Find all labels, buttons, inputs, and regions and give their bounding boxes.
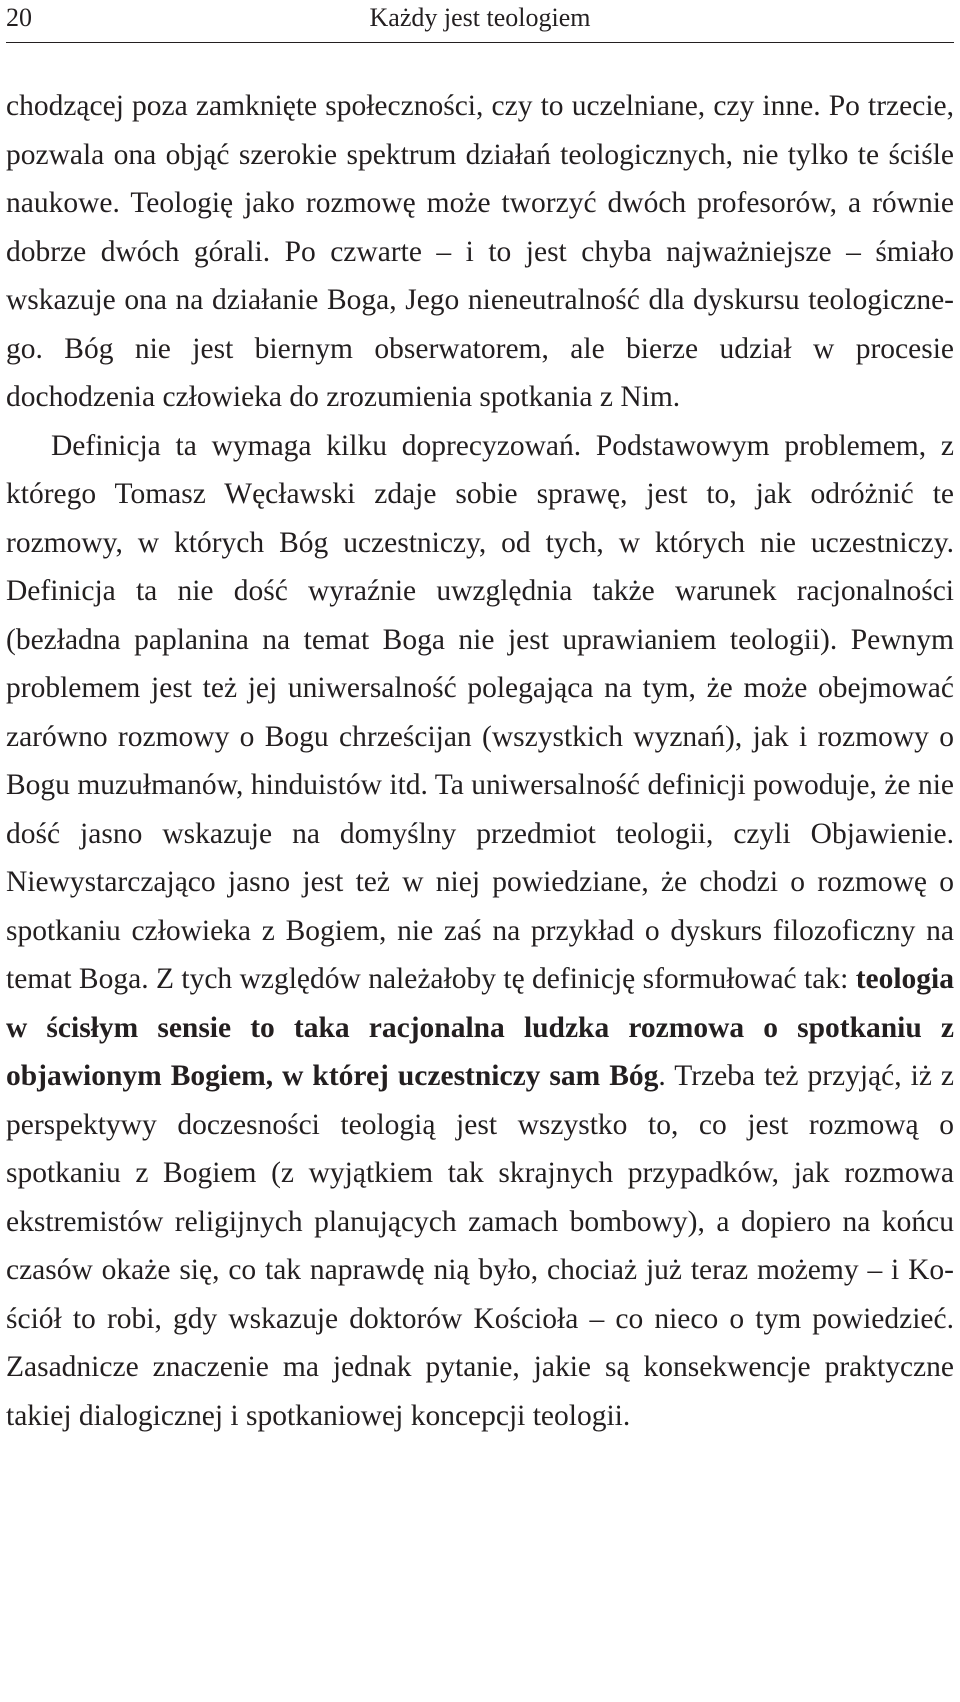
paragraph-definition bbox=[6, 422, 954, 1441]
paragraph-text: . Trzeba też przyjąć, iż z perspektywy doczesności teologią jest wszystko to, co jest rozmową o spotkaniu z Bogiem (z wyjątkiem tak skrajnych przypadków, jak rozmowa ekstremistów religijnych planujących zamach bombowy), a dopiero na końcu czasów okaże się, co tak naprawdę nią było, chociaż już teraz możemy – i Kościół to robi, gdy wskazuje doktorów Kościoła – co nieco o tym powiedzieć. Zasadnicze znaczenie ma jednak pytanie, jakie są konsekwencje praktyczne takiej dialogicznej i spotkaniowej koncepcji teologii. bbox=[6, 1060, 954, 1432]
running-title: Każdy jest teologiem bbox=[369, 3, 591, 32]
bold-definition: teologia w ścisłym sensie to taka racjonalna ludzka rozmowa o spotkaniu z objawionym Bogiem, w której uczestniczy sam Bóg bbox=[6, 963, 954, 1092]
running-header bbox=[6, 0, 954, 43]
book-page bbox=[6, 0, 954, 1440]
page-number: 20 bbox=[6, 3, 32, 32]
body-text bbox=[6, 82, 954, 1440]
paragraph-text: Definicja ta wymaga kilku doprecyzowań. Podstawowym problemem, z którego Tomasz Węcławski zdaje sobie sprawę, jest to, jak odróżnić te rozmowy, w których Bóg uczestniczy, od tych, w których nie uczestniczy. Definicja ta nie dość wyraźnie uwzględnia także warunek racjonalności (bezładna paplanina na temat Boga nie jest uprawianiem teologii). Pewnym problemem jest też jej uniwersalność polegająca na tym, że może obejmować zarówno rozmowy o Bogu chrześcijan (wszystkich wyznań), jak i rozmowy o Bogu muzułmanów, hinduistów itd. Ta uniwersalność definicji powoduje, że nie dość jasno wskazuje na domyślny przedmiot teologii, czyli Objawienie. Niewystarczająco jasno jest też w niej powiedziane, że chodzi o rozmowę o spotkaniu człowieka z Bogiem, nie zaś na przykład o dyskurs filozoficzny na temat Boga. Z tych względów należałoby tę definicję sformułować tak: bbox=[6, 429, 954, 995]
paragraph-continued: chodzącej poza zamknięte społeczności, czy to uczelniane, czy inne. Po trzecie, pozwala ona objąć szerokie spektrum działań teologicznych, nie tylko te ściśle naukowe. Teologię jako rozmowę może tworzyć dwóch profesorów, a równie dobrze dwóch górali. Po czwarte – i to jest chyba najważniejsze – śmiało wskazuje ona na działanie Boga, Jego nieneutralność dla dyskursu teologicznego. Bóg nie jest biernym obserwatorem, ale bierze udział w procesie dochodzenia człowieka do zrozumienia spotkania z Nim. bbox=[6, 90, 954, 413]
